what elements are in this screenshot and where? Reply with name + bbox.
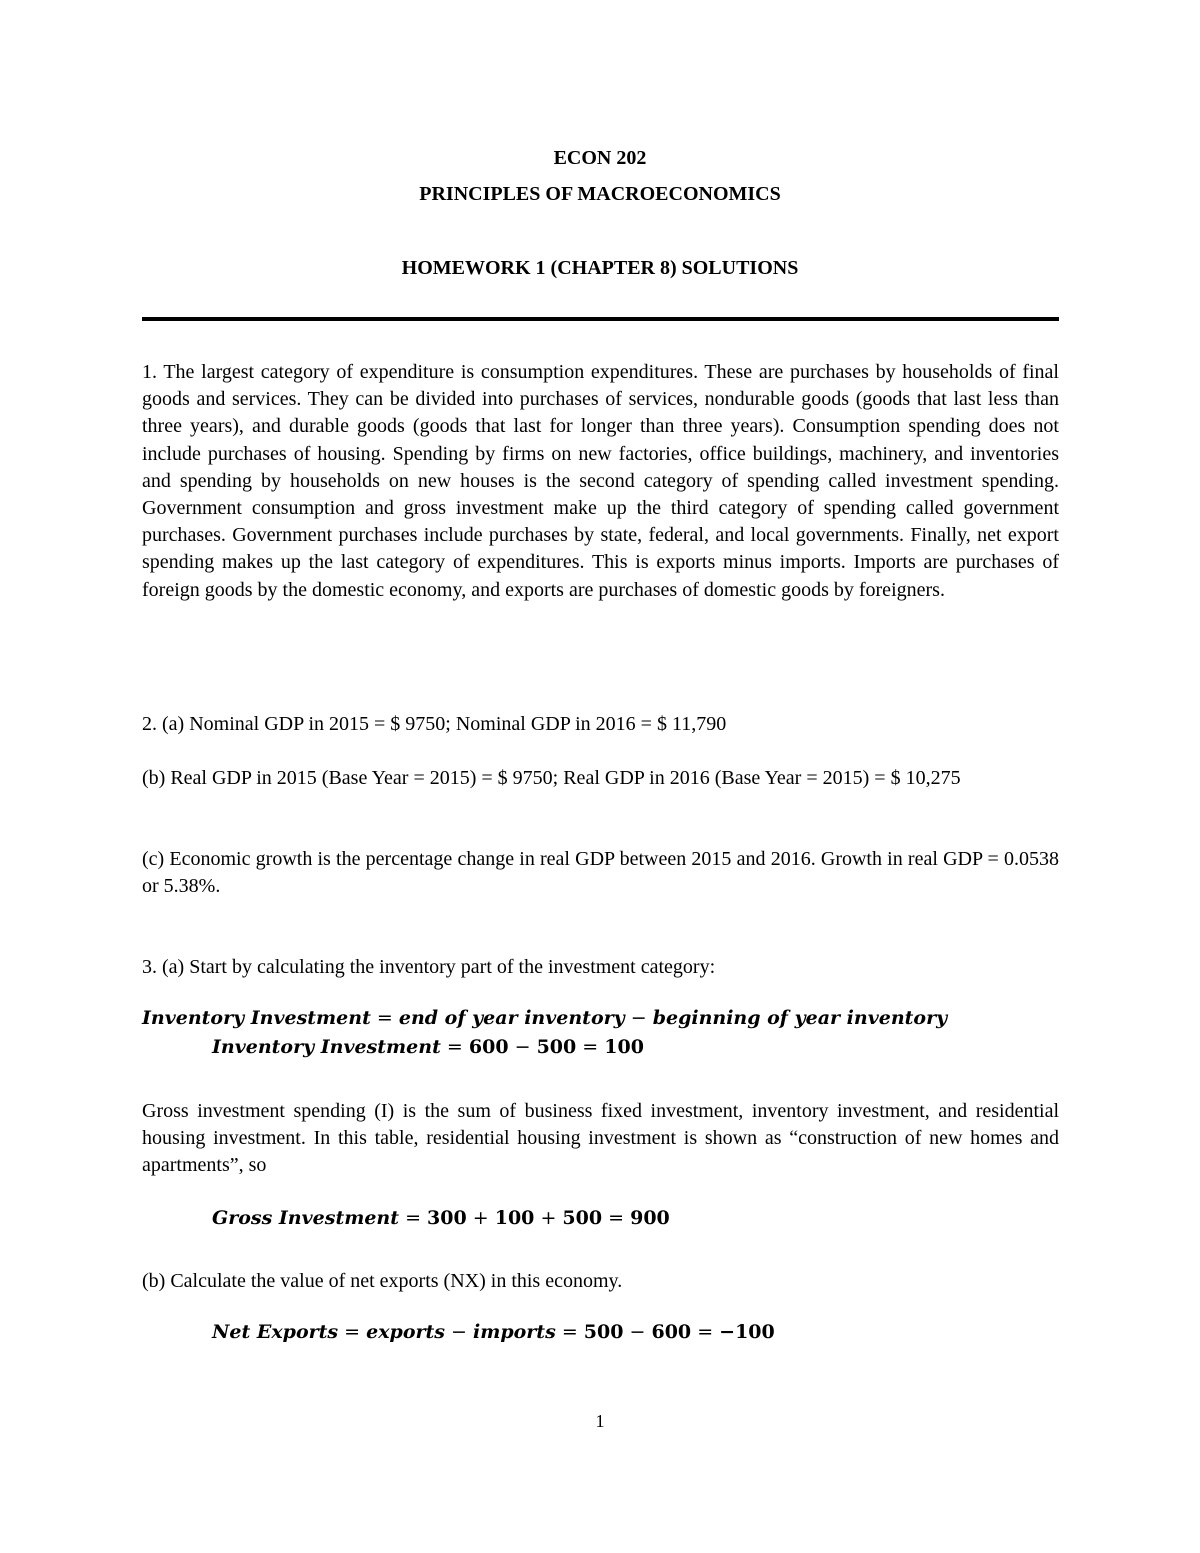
eq4-minus-1: −: [451, 1321, 467, 1343]
answer-2c: (c) Economic growth is the percentage change in real GDP between 2015 and 2016. Growth in real GDP = 0.0538 or 5.38%.: [142, 848, 1059, 898]
eq3-result: 900: [630, 1207, 670, 1229]
eq3-equals: =: [405, 1207, 421, 1229]
equation-gross-investment: [212, 1205, 670, 1231]
eq1-lhs: Inventory Investment: [142, 1007, 371, 1029]
eq4-exports-value: 500: [583, 1321, 624, 1343]
eq4-exports: exports: [366, 1321, 445, 1343]
eq2-end-value: 600: [468, 1036, 509, 1058]
eq3-fixed-investment: 300: [427, 1207, 467, 1229]
eq4-imports: imports: [473, 1321, 556, 1343]
eq1-equals: =: [376, 1007, 393, 1029]
answer-1-paragraph: 1. The largest category of expenditure is consumption expenditures. These are purchases by households of final goods and services. They can be divided into purchases of services, nondurable goods (goods that last less than three years), and durable goods (goods that last for longer than three years). Consumption spending does not include purchases of housing. Spending by firms on new factories, office buildings, machinery, and inventories and spending by households on new houses is the second category of spending called investment spending. Government consumption and gross investment make up the third category of spending called government purchases. Government purchases include purchases by state, federal, and local governments. Finally, net export spending makes up the last category of expenditures. This is exports minus imports. Imports are purchases of foreign goods by the domestic economy, and exports are purchases of domestic goods by foreigners.: [142, 361, 1059, 601]
eq3-residential-investment: 500: [562, 1207, 603, 1229]
eq3-equals-result: =: [608, 1207, 625, 1229]
course-code: ECON 202: [553, 147, 647, 169]
answer-3b-intro: (b) Calculate the value of net exports (NX) in this economy.: [142, 1270, 623, 1292]
eq3-plus-2: +: [540, 1207, 557, 1229]
eq4-minus-2: −: [629, 1321, 646, 1343]
eq2-equals: =: [446, 1036, 463, 1058]
eq1-term-beginning-inventory: beginning of year inventory: [652, 1007, 948, 1029]
gross-investment-paragraph: Gross investment spending (I) is the sum of business fixed investment, inventory investment, and residential housing investment. In this table, residential housing investment is shown as “construction of new homes and apartments”, so: [142, 1100, 1059, 1177]
equation-inventory-value: [212, 1034, 644, 1060]
eq1-minus: −: [630, 1007, 647, 1029]
eq3-plus-1: +: [472, 1207, 489, 1229]
equation-inventory-definition: [142, 1005, 947, 1031]
eq2-equals-result: =: [582, 1036, 599, 1058]
answer-3a-intro: 3. (a) Start by calculating the inventory part of the investment category:: [142, 956, 716, 978]
eq2-result: 100: [604, 1036, 644, 1058]
assignment-title: HOMEWORK 1 (CHAPTER 8) SOLUTIONS: [401, 257, 799, 279]
eq4-imports-value: 600: [651, 1321, 692, 1343]
eq4-equals-2: =: [561, 1321, 578, 1343]
eq4-result: −100: [719, 1321, 775, 1343]
page-number: 1: [595, 1411, 605, 1431]
eq4-lhs: Net Exports: [212, 1321, 339, 1343]
header-divider: [142, 317, 1059, 321]
answer-2a: 2. (a) Nominal GDP in 2015 = $ 9750; Nominal GDP in 2016 = $ 11,790: [142, 713, 727, 735]
eq3-lhs: Gross Investment: [212, 1207, 400, 1229]
equation-net-exports: [212, 1319, 775, 1345]
course-title: PRINCIPLES OF MACROECONOMICS: [419, 183, 781, 205]
eq2-begin-value: 500: [536, 1036, 577, 1058]
answer-2b: (b) Real GDP in 2015 (Base Year = 2015) = $ 9750; Real GDP in 2016 (Base Year = 2015) = $ 10,275: [142, 767, 961, 789]
eq2-minus: −: [514, 1036, 531, 1058]
eq2-lhs: Inventory Investment: [212, 1036, 441, 1058]
eq3-inventory-investment: 100: [494, 1207, 535, 1229]
eq4-equals: =: [344, 1321, 361, 1343]
eq4-equals-3: =: [697, 1321, 714, 1343]
eq1-term-end-inventory: end of year inventory: [398, 1007, 625, 1029]
